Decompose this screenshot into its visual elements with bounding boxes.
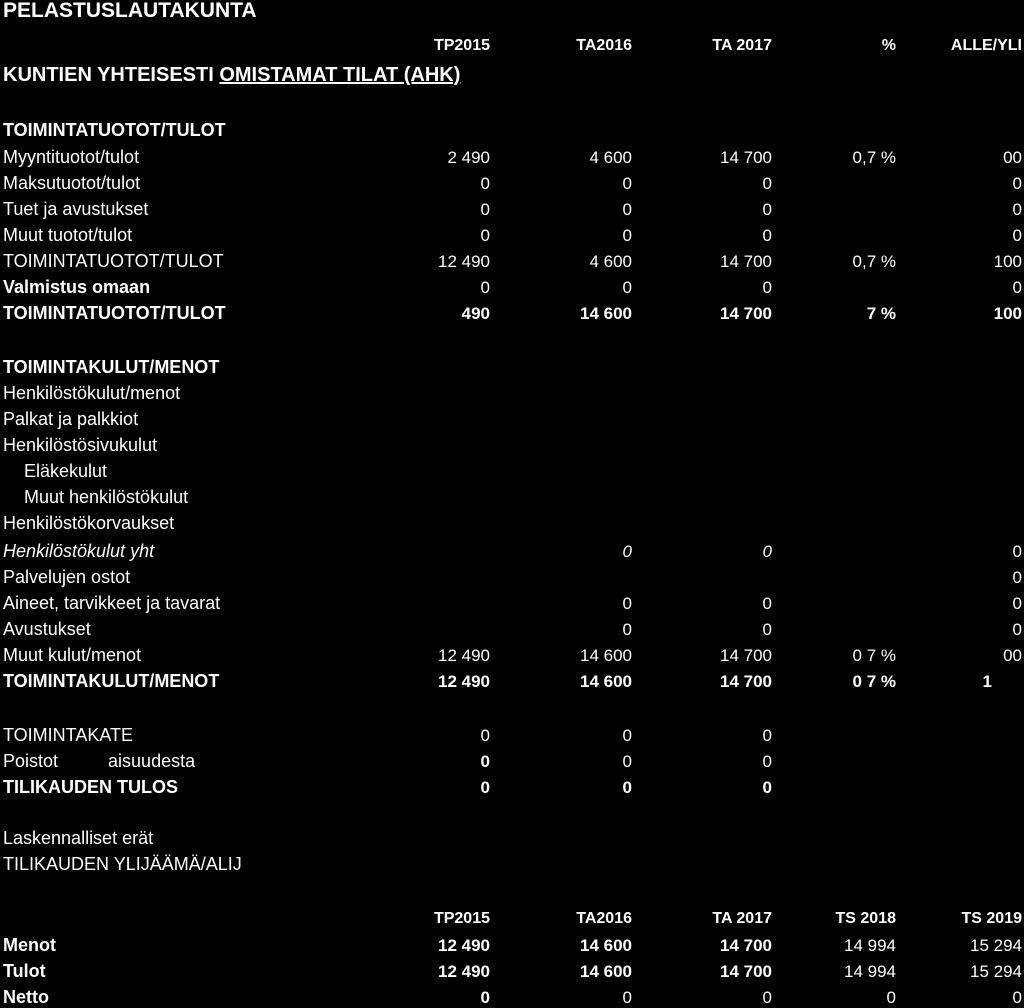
calc-label: TILIKAUDEN YLIJÄÄMÄ/ALIJ	[3, 854, 242, 874]
header-ta2016: TA2016	[576, 37, 632, 54]
summary-header-ts2018: TS 2018	[835, 910, 896, 927]
cell-ta2016: 0	[622, 200, 632, 219]
row-label: Muut kulut/menot	[3, 645, 142, 665]
header-percent: %	[881, 37, 896, 54]
cell-alle-yli: 0	[1012, 568, 1022, 587]
cell-alle-yli: 100	[993, 304, 1022, 323]
summary-header-ta2016: TA2016	[576, 910, 632, 927]
row-label: TOIMINTATUOTOT/TULOT	[3, 251, 224, 271]
cell-ta2016: 0	[622, 620, 632, 639]
cell-tp2015: 0	[480, 778, 490, 797]
cell-ts2019: 0	[1012, 988, 1022, 1007]
row-label: Henkilöstökulut/menot	[3, 383, 181, 403]
cell-tp2015: 0	[480, 226, 490, 245]
cell-tp2015: 12 490	[438, 252, 490, 271]
summary-row-label: Menot	[3, 935, 56, 955]
cell-percent: 0 7 %	[852, 672, 896, 691]
cell-ta2016: 0	[622, 752, 632, 771]
cell-ts2019: 15 294	[970, 936, 1022, 955]
cell-tp2015: 490	[461, 304, 490, 323]
subtitle-underlined: OMISTAMAT TILAT (AHK)	[219, 64, 461, 86]
cell-percent: 0,7 %	[852, 148, 896, 167]
cell-ta2016: 0	[622, 988, 632, 1007]
cell-tp2015: 0	[480, 174, 490, 193]
cell-ta2017: 14 700	[720, 646, 772, 665]
summary-row-label: Netto	[3, 987, 49, 1007]
section-title-income: TOIMINTATUOTOT/TULOT	[3, 120, 226, 140]
cell-ta2016: 0	[622, 594, 632, 613]
cell-ta2017: 14 700	[720, 962, 772, 981]
cell-ta2017: 0	[762, 174, 772, 193]
row-label: Palvelujen ostot	[3, 567, 131, 587]
cell-tp2015: 0	[480, 752, 490, 771]
cell-ta2016: 14 600	[580, 962, 632, 981]
header-alle-yli: ALLE/YLI	[950, 37, 1022, 54]
page-subtitle	[3, 65, 460, 85]
cell-ta2017: 14 700	[720, 936, 772, 955]
cell-ta2016: 0	[622, 226, 632, 245]
cell-ta2016: 0	[622, 174, 632, 193]
cell-tp2015: 12 490	[438, 646, 490, 665]
summary-header-ta2017: TA 2017	[712, 910, 772, 927]
cell-percent: 0 7 %	[852, 646, 896, 665]
section-title-expenses: TOIMINTAKULUT/MENOT	[3, 357, 220, 377]
cell-ta2016: 4 600	[589, 252, 632, 271]
cell-ta2016: 14 600	[580, 304, 632, 323]
summary-row-label: Tulot	[3, 961, 46, 981]
calc-label: Laskennalliset erät	[3, 828, 154, 848]
header-tp2015: TP2015	[433, 37, 490, 54]
row-label: TOIMINTATUOTOT/TULOT	[3, 303, 226, 323]
cell-tp2015: 12 490	[438, 962, 490, 981]
cell-alle-yli: 00	[1003, 646, 1022, 665]
cell-ta2017: 0	[762, 620, 772, 639]
cell-ta2017: 0	[762, 200, 772, 219]
subtitle-prefix: KUNTIEN YHTEISESTI	[3, 64, 220, 86]
row-label: Henkilöstökorvaukset	[3, 513, 175, 533]
cell-ta2017: 0	[762, 988, 772, 1007]
cell-ta2017: 0	[762, 778, 772, 797]
cell-alle-yli: 00	[1003, 148, 1022, 167]
cell-ta2016: 14 600	[580, 936, 632, 955]
cell-ta2017: 14 700	[720, 672, 772, 691]
row-label: Henkilöstökulut yht	[3, 541, 155, 561]
cell-tp2015: 0	[480, 988, 490, 1007]
cell-tp2015: 2 490	[447, 148, 490, 167]
cell-alle-yli: 1	[982, 672, 992, 691]
cell-ta2016: 4 600	[589, 148, 632, 167]
cell-ts2019: 15 294	[970, 962, 1022, 981]
cell-ts2018: 14 994	[844, 962, 896, 981]
row-label: TOIMINTAKULUT/MENOT	[3, 671, 220, 691]
header-ta2017: TA 2017	[712, 37, 772, 54]
summary-header-tp2015: TP2015	[433, 910, 490, 927]
cell-tp2015: 0	[480, 278, 490, 297]
row-label: TOIMINTAKATE	[3, 725, 134, 745]
cell-alle-yli: 0	[1012, 278, 1022, 297]
cell-alle-yli: 0	[1012, 594, 1022, 613]
cell-alle-yli: 0	[1012, 542, 1022, 561]
cell-alle-yli: 0	[1012, 174, 1022, 193]
row-label: Valmistus omaan	[3, 277, 151, 297]
cell-ta2017: 0	[762, 752, 772, 771]
cell-ta2017: 14 700	[720, 304, 772, 323]
cell-ts2018: 0	[886, 988, 896, 1007]
row-label: Palkat ja palkkiot	[3, 409, 139, 429]
row-label: Tuet ja avustukset	[3, 199, 149, 219]
row-label: Avustukset	[3, 619, 91, 639]
cell-ta2016: 0	[622, 278, 632, 297]
cell-ts2018: 14 994	[844, 936, 896, 955]
cell-ta2017: 0	[762, 594, 772, 613]
cell-alle-yli: 0	[1012, 620, 1022, 639]
cell-tp2015: 12 490	[438, 936, 490, 955]
cell-ta2017: 14 700	[720, 252, 772, 271]
row-label: Muut tuotot/tulot	[3, 225, 133, 245]
row-label: Poistot aisuudesta	[3, 751, 196, 771]
row-label: Muut henkilöstökulut	[24, 487, 189, 507]
row-label: Henkilöstösivukulut	[3, 435, 158, 455]
cell-ta2016: 0	[622, 778, 632, 797]
summary-header-ts2019: TS 2019	[961, 910, 1022, 927]
cell-tp2015: 12 490	[438, 672, 490, 691]
cell-ta2017: 14 700	[720, 148, 772, 167]
cell-percent: 0,7 %	[852, 252, 896, 271]
cell-ta2016: 0	[622, 726, 632, 745]
cell-alle-yli: 0	[1012, 226, 1022, 245]
cell-ta2016: 0	[622, 542, 632, 561]
row-label: Maksutuotot/tulot	[3, 173, 141, 193]
cell-alle-yli: 0	[1012, 200, 1022, 219]
cell-ta2017: 0	[762, 226, 772, 245]
cell-alle-yli: 100	[993, 252, 1022, 271]
cell-percent: 7 %	[866, 304, 896, 323]
page-title: PELASTUSLAUTAKUNTA	[3, 0, 257, 22]
cell-ta2016: 14 600	[580, 672, 632, 691]
cell-tp2015: 0	[480, 200, 490, 219]
row-label: Myyntituotot/tulot	[3, 147, 140, 167]
row-label: TILIKAUDEN TULOS	[3, 777, 178, 797]
cell-ta2017: 0	[762, 726, 772, 745]
cell-tp2015: 0	[480, 726, 490, 745]
cell-ta2016: 14 600	[580, 646, 632, 665]
cell-ta2017: 0	[762, 542, 772, 561]
cell-ta2017: 0	[762, 278, 772, 297]
row-label: Eläkekulut	[24, 461, 108, 481]
row-label: Aineet, tarvikkeet ja tavarat	[3, 593, 221, 613]
